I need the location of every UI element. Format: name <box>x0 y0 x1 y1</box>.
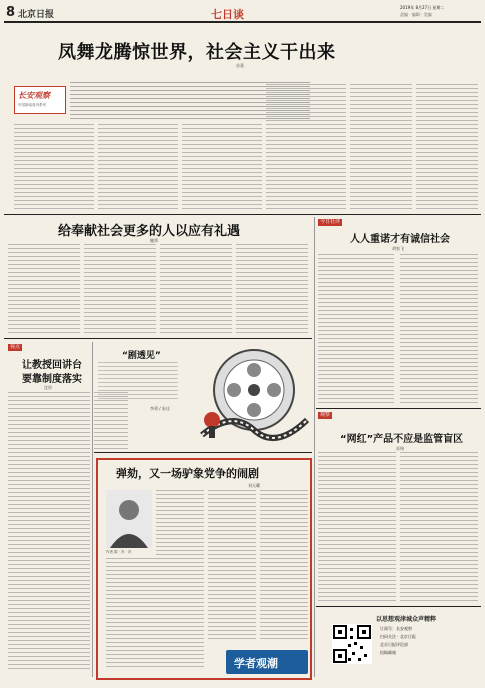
article5-byline: 胡家飞 <box>392 246 404 251</box>
feature-photo-caption: 作者 陈 · 冯 · 冯 <box>106 550 132 554</box>
feature-banner <box>226 650 308 674</box>
paper-name: 北京日报 <box>18 10 55 20</box>
article4-text <box>98 362 178 402</box>
feature-col-2 <box>208 490 256 640</box>
promo-line-2: 扫码关注 · 北京日报 <box>380 634 416 639</box>
article2-headline: 给奉献社会更多的人以应有礼遇 <box>58 224 241 239</box>
date-line: 2019年 8月27日 星期二 <box>400 5 445 10</box>
article6-col-2 <box>400 452 478 602</box>
article6-bottom-rule <box>316 606 481 607</box>
article4-bottom-rule <box>94 452 312 453</box>
lead-col-6 <box>416 84 478 210</box>
article3-col-1 <box>8 392 90 672</box>
article5-section-tag: 今日社评 <box>320 219 341 225</box>
lead-col-2 <box>98 124 178 210</box>
feature-col-3 <box>260 490 308 640</box>
feature-col-1 <box>156 490 204 558</box>
editor-line: 责编 · 编辑 · 美编 <box>400 12 432 17</box>
article3-headline-line1: 让教授回讲台 <box>22 360 82 371</box>
article6-col-1 <box>318 452 396 602</box>
article2-col-4 <box>236 244 308 334</box>
lead-col-1 <box>14 124 94 210</box>
article3-headline-line2: 要靠制度落实 <box>22 374 82 385</box>
article5-bottom-rule <box>316 408 481 409</box>
page-number: 8 <box>6 5 16 20</box>
film-reel-illustration <box>182 340 312 450</box>
feature-headline: 弹劾，又一场驴象党争的闹剧 <box>116 467 259 480</box>
article3-section-tag: 视点 <box>10 344 21 350</box>
feature-banner-text: 学者观潮 <box>234 657 278 670</box>
article5-col-2 <box>400 254 478 404</box>
masthead-rule <box>4 21 481 23</box>
promo-line-1: 订阅号：长安观察 <box>380 626 412 631</box>
column-logo-text: 长安观察 <box>18 91 50 100</box>
promo-line-3: 北京日报评论部 <box>380 642 408 647</box>
article5-col-1 <box>318 254 394 404</box>
lead-byline: 首嘉 <box>236 63 244 68</box>
article5-headline: 人人重诺才有诚信社会 <box>350 234 450 245</box>
feature-byline: 刘无曜 <box>248 483 260 488</box>
column-logo-sub: 中国新闻周刊系列 <box>18 103 46 107</box>
section-title: 七日谈 <box>211 8 244 21</box>
feature-col-4 <box>106 558 204 670</box>
author-photo <box>106 490 152 548</box>
article3-byline: 沈彤 <box>44 385 52 390</box>
article4-headline: “剧透见” <box>122 351 161 361</box>
qr-code <box>332 624 372 664</box>
article6-section-tag: 观察 <box>320 412 331 418</box>
column-logo <box>14 86 66 114</box>
article2-col-2 <box>84 244 156 334</box>
lead-col-4 <box>266 84 346 210</box>
col-divider-right <box>314 217 315 677</box>
article2-byline: 鲍舜 <box>150 238 158 243</box>
lead-col-5 <box>350 84 412 210</box>
article6-byline: 苏锡 <box>396 446 404 451</box>
lead-headline: 凤舞龙腾惊世界，社会主义干出来 <box>58 42 336 63</box>
article2-col-1 <box>8 244 80 334</box>
col-divider-left <box>92 342 93 677</box>
lead-col-3 <box>182 124 262 210</box>
article2-bottom-rule <box>4 338 312 339</box>
lead-bottom-rule <box>4 214 481 215</box>
article4-byline: 李勇 / 朱佳 <box>150 406 170 411</box>
article2-col-3 <box>160 244 232 334</box>
promo-title: 以思想观津城众声精粹 <box>376 616 437 623</box>
promo-line-4: 投稿邮箱 <box>380 650 396 655</box>
article6-headline: “网红”产品不应是监管盲区 <box>340 434 464 445</box>
feature-box <box>96 458 312 680</box>
